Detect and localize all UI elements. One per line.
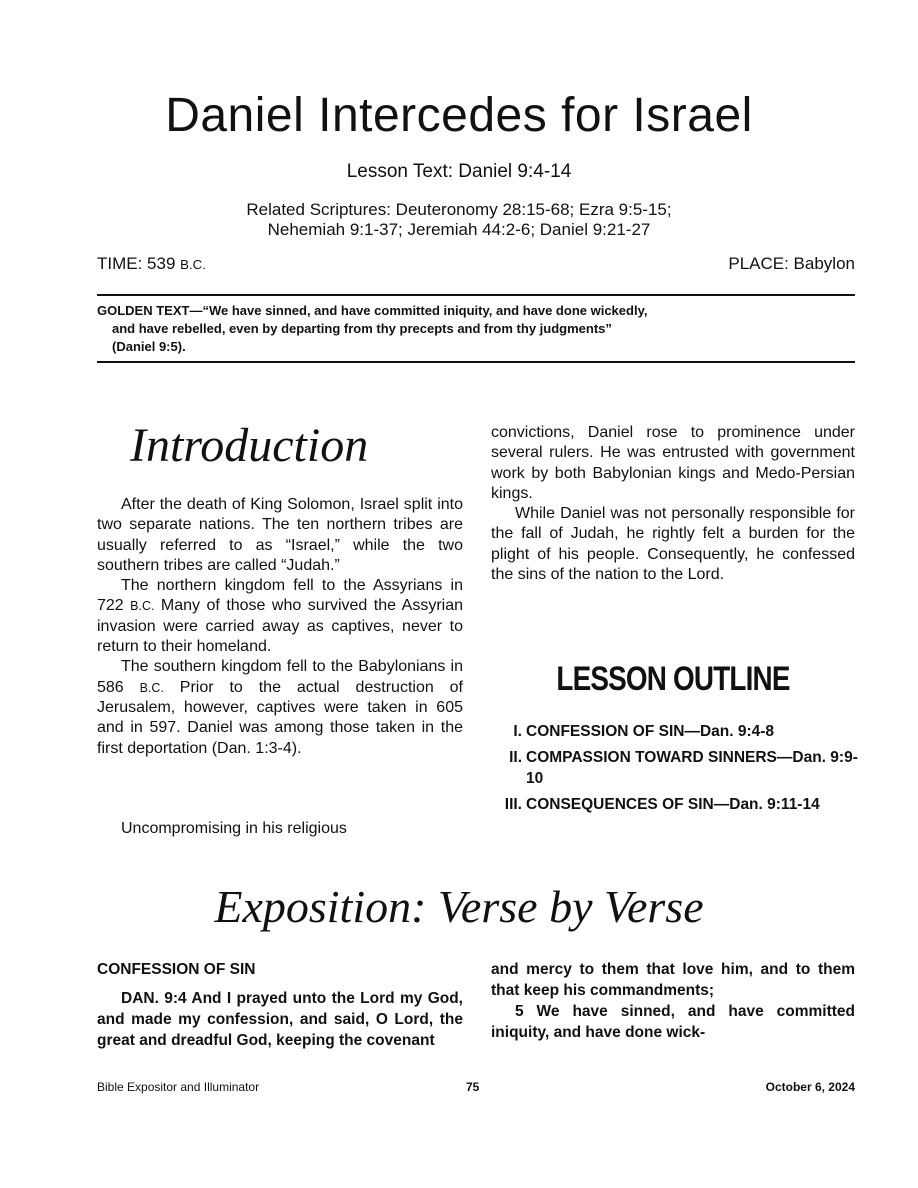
golden-text-line-2: and have rebelled, even by departing from thy precepts and from thy judgments” — [112, 321, 612, 336]
exposition-left-column — [97, 959, 463, 1051]
introduction-heading: Introduction — [130, 419, 369, 472]
related-scriptures — [0, 200, 918, 240]
intro-p2-era: B.C. — [130, 599, 155, 614]
time-label: TIME: 539 — [97, 254, 181, 273]
intro-p3-text-a: The southern kingdom fell to the Babylonians in 586 — [97, 658, 463, 696]
golden-text-bottom-rule — [97, 361, 855, 363]
lesson-place: PLACE: Babylon — [728, 254, 855, 273]
lesson-title: Daniel Intercedes for Israel — [165, 89, 753, 142]
lesson-outline — [494, 721, 858, 820]
outline-item-number: I. — [513, 723, 522, 740]
outline-item — [494, 794, 858, 815]
footer-date: October 6, 2024 — [765, 1080, 855, 1094]
outline-item — [494, 747, 858, 789]
intro-p3-era: B.C. — [139, 680, 164, 695]
exposition-right-column — [491, 959, 855, 1043]
verse-4-start: DAN. 9:4 And I prayed unto the Lord my God, and made my confession, and said, O Lord, the great and dreadful God, keeping the covenant — [97, 990, 463, 1049]
intro-p2-text-b: Many of those who survived the Assyrian invasion were carried away as captives, never to return to their homeland. — [97, 597, 463, 656]
lesson-text-reference: Lesson Text: Daniel 9:4-14 — [346, 161, 572, 182]
golden-text-line-1: GOLDEN TEXT—“We have sinned, and have committed iniquity, and have done wickedly, — [97, 303, 648, 318]
outline-item — [494, 721, 858, 742]
golden-text — [97, 302, 855, 356]
intro-paragraph-3 — [97, 657, 463, 758]
intro-paragraph-4-first-line: Uncompromising in his religious — [121, 820, 347, 837]
golden-text-top-rule — [97, 294, 855, 296]
golden-text-line-3: (Daniel 9:5). — [112, 339, 186, 354]
intro-p2-text-a: The northern kingdom fell to the Assyrians in 722 — [97, 577, 463, 615]
outline-item-number: II. — [509, 749, 522, 766]
introduction-left-column — [97, 495, 463, 759]
verse-4-continued: and mercy to them that love him, and to them that keep his commandments; — [491, 961, 855, 999]
outline-item-text: COMPASSION TOWARD SINNERS—Dan. 9:9-10 — [526, 749, 858, 787]
intro-paragraph-2 — [97, 576, 463, 657]
exposition-heading: Exposition: Verse by Verse — [214, 881, 704, 932]
introduction-right-column — [491, 423, 855, 585]
intro-p3-text-b: Prior to the actual destruction of Jerusalem, however, captives were taken in 605 and in 597. Daniel was among those taken in the first deportation (Dan. 1:3-4). — [97, 678, 464, 757]
footer-page-number: 75 — [466, 1080, 480, 1094]
footer-publication: Bible Expositor and Illuminator — [97, 1080, 260, 1094]
lesson-time — [97, 254, 206, 274]
outline-item-text: CONFESSION OF SIN—Dan. 9:4-8 — [526, 723, 775, 740]
intro-paragraph-1: After the death of King Solomon, Israel split into two separate nations. The ten northern tribes are usually referred to as “Israel,” while the two southern tribes are called “Judah.” — [97, 496, 463, 574]
intro-paragraph-5: While Daniel was not personally responsible for the fall of Judah, he rightly felt a burden for the plight of his people. Consequently, he confessed the sins of the nation to the Lord. — [491, 505, 855, 584]
outline-item-number: III. — [504, 796, 522, 813]
outline-item-text: CONSEQUENCES OF SIN—Dan. 9:11-14 — [526, 796, 820, 813]
verse-5: 5 We have sinned, and have committed iniquity, and have done wick- — [491, 1003, 855, 1041]
related-scriptures-line-1: Related Scriptures: Deuteronomy 28:15-68; Ezra 9:5-15; — [246, 200, 672, 219]
intro-paragraph-4-continued: convictions, Daniel rose to prominence under several rulers. He was entrusted with government work by both Babylonian kings and Medo-Persian kings. — [491, 424, 855, 502]
related-scriptures-line-2: Nehemiah 9:1-37; Jeremiah 44:2-6; Daniel 9:21-27 — [267, 220, 651, 239]
intro-paragraph-4-start — [97, 819, 463, 839]
time-era: B.C. — [180, 257, 206, 272]
lesson-outline-heading: LESSON OUTLINE — [556, 660, 790, 698]
exposition-section-heading: CONFESSION OF SIN — [97, 961, 256, 978]
